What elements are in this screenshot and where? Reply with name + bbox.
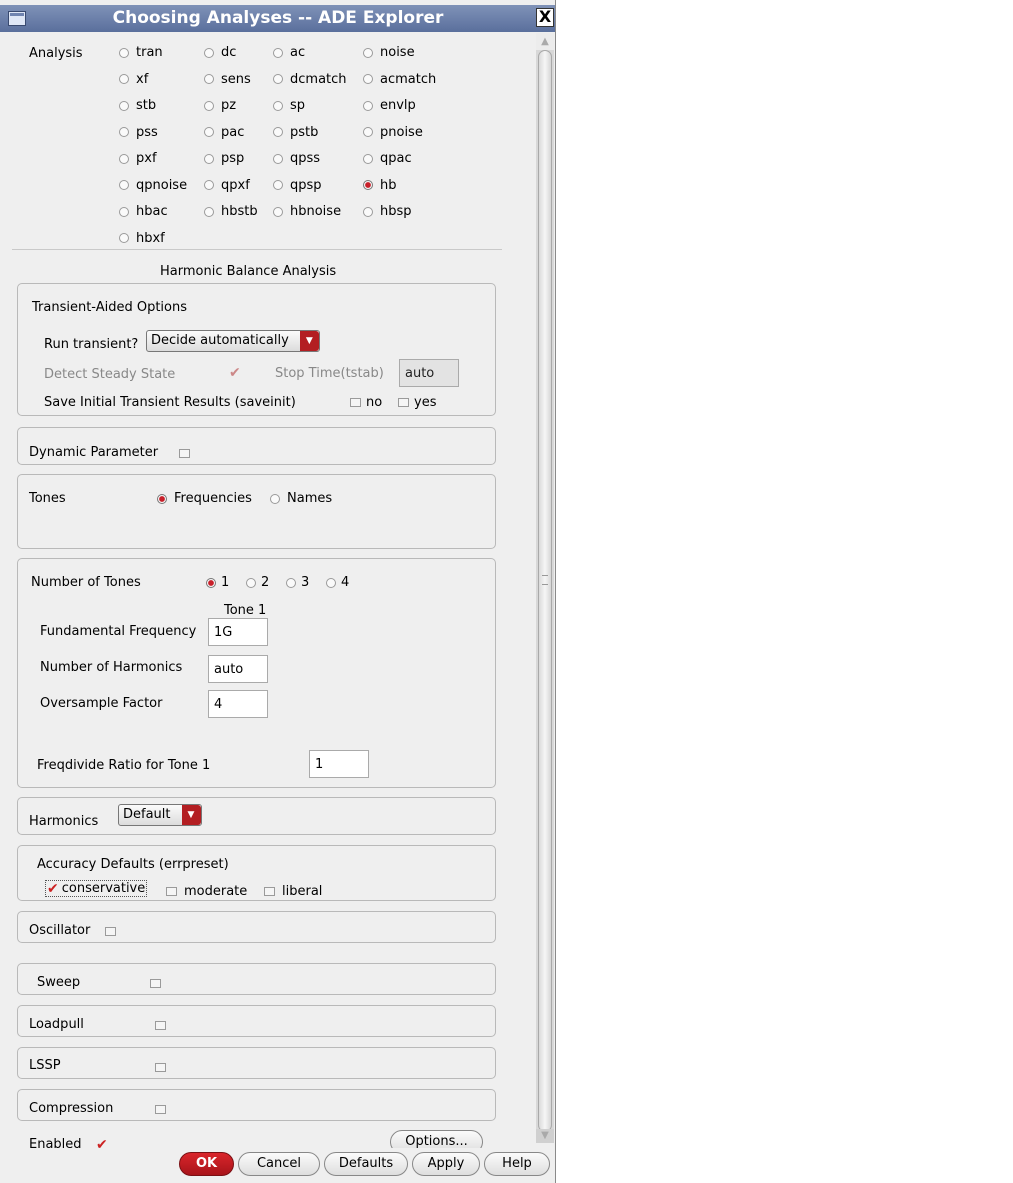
analysis-radio-noise[interactable] xyxy=(363,48,373,58)
analysis-radio-dcmatch[interactable] xyxy=(273,74,283,84)
analysis-radio-hbac[interactable] xyxy=(119,207,129,217)
section-title: Harmonic Balance Analysis xyxy=(160,264,337,279)
analysis-option-label: qpac xyxy=(380,151,412,166)
number-of-tones-option-label: 1 xyxy=(221,575,230,590)
accuracy-moderate-checkbox[interactable] xyxy=(166,887,177,896)
tones-names-label: Names xyxy=(287,491,333,506)
analysis-radio-qpnoise[interactable] xyxy=(119,180,129,190)
analysis-option-label: noise xyxy=(380,45,415,60)
number-of-tones-option-label: 4 xyxy=(341,575,350,590)
number-of-tones-radio[interactable] xyxy=(246,578,256,588)
save-no-label: no xyxy=(366,395,383,410)
analysis-option-label: pnoise xyxy=(380,124,423,140)
analysis-radio-envlp[interactable] xyxy=(363,101,373,111)
analysis-option-label: sp xyxy=(290,98,306,113)
analysis-option-pz[interactable] xyxy=(204,98,236,113)
analysis-option-tran[interactable] xyxy=(119,45,163,60)
analysis-option-ac[interactable] xyxy=(273,45,305,60)
accuracy-conservative-option[interactable] xyxy=(45,880,147,897)
harmonics-group xyxy=(17,797,496,835)
analysis-radio-stb[interactable] xyxy=(119,101,129,111)
grip-icon xyxy=(542,575,548,585)
title-bar[interactable] xyxy=(0,5,556,32)
analysis-option-label: hbsp xyxy=(380,204,412,219)
analysis-option-psp[interactable] xyxy=(204,151,244,166)
accuracy-liberal-option[interactable] xyxy=(264,884,322,899)
analysis-option-label: pxf xyxy=(136,151,157,166)
number-of-tones-label: Number of Tones xyxy=(31,575,141,590)
analysis-option-label: hb xyxy=(380,177,397,193)
analysis-option-qpac[interactable] xyxy=(363,151,412,166)
run-transient-label: Run transient? xyxy=(44,337,139,352)
chevron-down-icon: ▼ xyxy=(182,805,201,825)
analysis-option-hbstb[interactable] xyxy=(204,204,258,219)
analysis-radio-pxf[interactable] xyxy=(119,154,129,164)
analysis-radio-qpsp[interactable] xyxy=(273,180,283,190)
dynamic-parameter-checkbox[interactable] xyxy=(179,449,190,458)
analysis-radio-pnoise[interactable] xyxy=(363,127,373,137)
scrollbar-thumb[interactable] xyxy=(538,50,552,1132)
analysis-radio-sens[interactable] xyxy=(204,74,214,84)
tones-label: Tones xyxy=(29,491,66,506)
oscillator-checkbox[interactable] xyxy=(105,927,116,936)
compression-checkbox[interactable] xyxy=(155,1105,166,1114)
loadpull-label: Loadpull xyxy=(29,1017,84,1032)
analysis-option-dcmatch[interactable] xyxy=(273,72,347,87)
tones-names-radio[interactable] xyxy=(270,494,280,504)
analysis-option-label: ac xyxy=(290,45,306,60)
scroll-up-arrow-icon[interactable]: ▲ xyxy=(536,33,554,50)
tones-frequencies-radio[interactable] xyxy=(157,494,167,504)
accuracy-defaults-group xyxy=(17,845,496,901)
analysis-option-qpxf[interactable] xyxy=(204,178,250,193)
button-bar xyxy=(0,1148,556,1183)
analysis-option-hbnoise[interactable] xyxy=(273,204,341,219)
analysis-radio-tran[interactable] xyxy=(119,48,129,58)
analysis-radio-acmatch[interactable] xyxy=(363,74,373,84)
analysis-option-stb[interactable] xyxy=(119,98,156,113)
loadpull-group xyxy=(17,1005,496,1037)
tones-names-option[interactable] xyxy=(270,491,332,506)
number-of-tones-option-label: 2 xyxy=(261,575,270,590)
analysis-option-dc[interactable] xyxy=(204,45,236,60)
analysis-option-label: sens xyxy=(221,71,251,87)
tones-frequencies-label: Frequencies xyxy=(174,491,252,506)
number-of-harmonics-label: Number of Harmonics xyxy=(40,660,183,675)
analysis-option-acmatch[interactable] xyxy=(363,72,436,87)
analysis-option-label: psp xyxy=(221,151,245,166)
sweep-label: Sweep xyxy=(37,975,81,990)
analysis-option-sp[interactable] xyxy=(273,98,305,113)
analysis-option-label: pstb xyxy=(290,124,319,140)
number-of-tones-option-label: 3 xyxy=(301,575,310,590)
save-yes-checkbox[interactable] xyxy=(398,398,409,407)
analysis-option-label: qpss xyxy=(290,151,321,166)
oscillator-group xyxy=(17,911,496,943)
analysis-option-label: pss xyxy=(136,124,158,140)
analysis-option-label: qpxf xyxy=(221,177,250,193)
analysis-option-label: envlp xyxy=(380,98,416,113)
detect-steady-state-label: Detect Steady State xyxy=(44,367,176,382)
analysis-radio-qpac[interactable] xyxy=(363,154,373,164)
analysis-option-label: pac xyxy=(221,124,245,140)
compression-group xyxy=(17,1089,496,1121)
analysis-radio-psp[interactable] xyxy=(204,154,214,164)
lssp-checkbox[interactable] xyxy=(155,1063,166,1072)
number-of-tones-group xyxy=(17,558,496,788)
sweep-group xyxy=(17,963,496,995)
number-of-tones-radio[interactable] xyxy=(206,578,216,588)
analysis-option-label: pz xyxy=(221,98,237,113)
stop-time-field: auto xyxy=(399,359,459,387)
accuracy-moderate-option[interactable] xyxy=(166,884,247,899)
analysis-radio-dc[interactable] xyxy=(204,48,214,58)
harmonics-dropdown[interactable] xyxy=(118,804,202,826)
analysis-radio-hbstb[interactable] xyxy=(204,207,214,217)
save-yes-option[interactable] xyxy=(398,395,436,410)
detect-steady-state-checkbox: ✔ xyxy=(229,365,241,381)
accuracy-liberal-checkbox[interactable] xyxy=(264,887,275,896)
freqdivide-ratio-field[interactable]: 1 xyxy=(309,750,369,778)
analysis-radio-sp[interactable] xyxy=(273,101,283,111)
options-button[interactable]: Options... xyxy=(390,1130,483,1148)
oversample-factor-field[interactable]: 4 xyxy=(208,690,268,718)
analysis-option-qpss[interactable] xyxy=(273,151,320,166)
number-of-tones-option-2[interactable] xyxy=(246,575,269,590)
apply-button[interactable]: Apply xyxy=(412,1152,480,1176)
analysis-option-pss[interactable] xyxy=(119,125,158,140)
run-transient-dropdown[interactable] xyxy=(146,330,320,352)
lssp-label: LSSP xyxy=(29,1058,61,1073)
harmonics-value: Default xyxy=(123,807,171,822)
stop-time-label: Stop Time(tstab) xyxy=(275,366,384,381)
analysis-option-hb[interactable] xyxy=(363,178,397,193)
chevron-down-icon: ▼ xyxy=(300,331,319,351)
analysis-option-pac[interactable] xyxy=(204,125,244,140)
analysis-option-pnoise[interactable] xyxy=(363,125,423,140)
oversample-factor-label: Oversample Factor xyxy=(40,696,163,711)
analysis-radio-pac[interactable] xyxy=(204,127,214,137)
cancel-button[interactable]: Cancel xyxy=(238,1152,320,1176)
analysis-radio-ac[interactable] xyxy=(273,48,283,58)
freqdivide-ratio-label: Freqdivide Ratio for Tone 1 xyxy=(37,758,211,773)
dialog-content xyxy=(10,33,536,1148)
save-no-option[interactable] xyxy=(350,395,382,410)
analysis-option-label: dcmatch xyxy=(290,71,347,87)
enabled-checkbox[interactable]: ✔ xyxy=(96,1137,108,1148)
vertical-scrollbar[interactable] xyxy=(536,33,554,1143)
analysis-radio-pss[interactable] xyxy=(119,127,129,137)
separator xyxy=(12,249,502,250)
loadpull-checkbox[interactable] xyxy=(155,1021,166,1030)
analysis-radio-qpss[interactable] xyxy=(273,154,283,164)
analysis-radio-hbxf[interactable] xyxy=(119,233,129,243)
analysis-option-label: hbnoise xyxy=(290,204,342,219)
analysis-option-label: hbxf xyxy=(136,230,165,246)
analysis-option-qpnoise[interactable] xyxy=(119,178,187,193)
analysis-option-label: xf xyxy=(136,71,149,87)
analysis-option-qpsp[interactable] xyxy=(273,178,322,193)
analysis-option-label: hbstb xyxy=(221,204,258,219)
analysis-option-label: hbac xyxy=(136,204,168,219)
run-transient-value: Decide automatically xyxy=(151,333,289,348)
fundamental-frequency-field[interactable]: 1G xyxy=(208,618,268,646)
analysis-radio-qpxf[interactable] xyxy=(204,180,214,190)
scroll-down-arrow-icon[interactable]: ▼ xyxy=(536,1129,554,1143)
fundamental-frequency-label: Fundamental Frequency xyxy=(40,624,197,639)
analysis-option-noise[interactable] xyxy=(363,45,415,60)
accuracy-defaults-title: Accuracy Defaults (errpreset) xyxy=(37,857,229,872)
lssp-group xyxy=(17,1047,496,1079)
analysis-radio-hbsp[interactable] xyxy=(363,207,373,217)
ok-button[interactable]: OK xyxy=(179,1152,234,1176)
analysis-option-pstb[interactable] xyxy=(273,125,318,140)
analysis-radio-pstb[interactable] xyxy=(273,127,283,137)
number-of-tones-radio[interactable] xyxy=(326,578,336,588)
analysis-option-xf[interactable] xyxy=(119,72,148,87)
defaults-button[interactable]: Defaults xyxy=(324,1152,408,1176)
close-button[interactable]: X xyxy=(536,8,554,27)
save-yes-label: yes xyxy=(414,395,437,410)
number-of-harmonics-field[interactable]: auto xyxy=(208,655,268,683)
analysis-radio-pz[interactable] xyxy=(204,101,214,111)
sweep-checkbox[interactable] xyxy=(150,979,161,988)
number-of-tones-option-3[interactable] xyxy=(286,575,309,590)
tones-group xyxy=(17,474,496,549)
oscillator-label: Oscillator xyxy=(29,923,91,938)
tones-frequencies-option[interactable] xyxy=(157,491,252,506)
dynamic-parameter-group xyxy=(17,427,496,465)
analysis-option-label: acmatch xyxy=(380,71,437,87)
harmonics-label: Harmonics xyxy=(29,814,99,829)
analysis-option-pxf[interactable] xyxy=(119,151,157,166)
analysis-option-label: dc xyxy=(221,45,237,60)
analysis-option-hbac[interactable] xyxy=(119,204,168,219)
compression-label: Compression xyxy=(29,1101,114,1116)
analysis-radio-hbnoise[interactable] xyxy=(273,207,283,217)
tone-column-header: Tone 1 xyxy=(224,603,267,618)
save-no-checkbox[interactable] xyxy=(350,398,361,407)
analysis-label: Analysis xyxy=(29,46,83,61)
analysis-radio-hb[interactable] xyxy=(363,180,373,190)
analysis-option-label: qpnoise xyxy=(136,177,188,193)
analysis-option-hbxf[interactable] xyxy=(119,231,165,246)
number-of-tones-radio[interactable] xyxy=(286,578,296,588)
window-title: Choosing Analyses -- ADE Explorer xyxy=(112,8,444,28)
enabled-label: Enabled xyxy=(29,1137,82,1148)
analysis-option-sens[interactable] xyxy=(204,72,251,87)
dynamic-parameter-label: Dynamic Parameter xyxy=(29,445,159,460)
analysis-option-hbsp[interactable] xyxy=(363,204,412,219)
analysis-option-envlp[interactable] xyxy=(363,98,416,113)
analysis-option-label: qpsp xyxy=(290,177,322,193)
number-of-tones-option-4[interactable] xyxy=(326,575,349,590)
save-initial-label: Save Initial Transient Results (saveinit) xyxy=(44,395,296,410)
analysis-option-label: stb xyxy=(136,98,157,113)
analysis-option-label: tran xyxy=(136,45,163,60)
transient-options-group xyxy=(17,283,496,416)
help-button[interactable]: Help xyxy=(484,1152,550,1176)
transient-options-title: Transient-Aided Options xyxy=(32,300,188,315)
number-of-tones-option-1[interactable] xyxy=(206,575,229,590)
accuracy-moderate-label: moderate xyxy=(184,884,248,899)
accuracy-liberal-label: liberal xyxy=(282,884,323,899)
analysis-radio-xf[interactable] xyxy=(119,74,129,84)
accuracy-conservative-label: conservative xyxy=(61,881,146,896)
checkmark-icon: ✔ xyxy=(47,880,59,897)
